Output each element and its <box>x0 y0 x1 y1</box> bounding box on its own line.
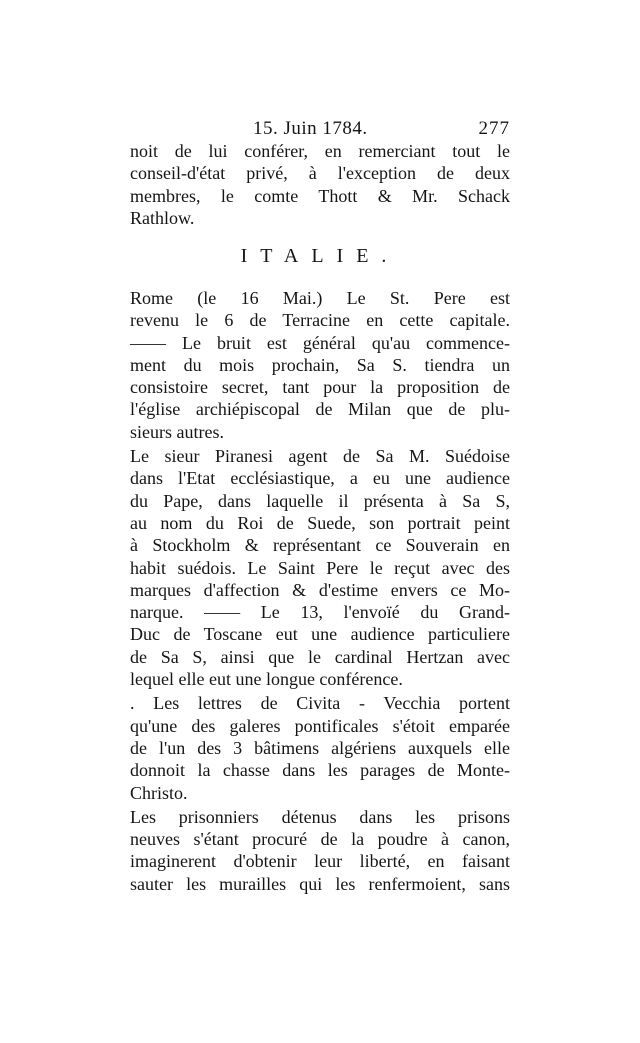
carryover-text <box>130 140 510 229</box>
text-line: lequel elle eut une longue conférence. <box>130 669 403 690</box>
text-line: donnoit la chasse dans les parages de Monte- <box>130 760 510 781</box>
text-line: membres, le comte Thott & Mr. Schack <box>130 185 510 206</box>
text-line: narque. —— Le 13, l'envoïé du Grand- <box>130 602 510 623</box>
text-line: dans l'Etat ecclésiastique, a eu une audience <box>130 468 510 489</box>
text-line: l'église archiépiscopal de Milan que de plu- <box>130 399 510 420</box>
text-line: habit suédois. Le Saint Pere le reçut avec des <box>130 557 510 578</box>
text-line: conseil-d'état privé, à l'exception de deux <box>130 163 510 184</box>
text-line: Les prisonniers détenus dans les prisons <box>130 806 510 827</box>
text-line: Rome (le 16 Mai.) Le St. Pere est <box>130 288 510 308</box>
text-line: neuves s'étant procuré de la poudre à canon, <box>130 829 510 850</box>
article-body <box>130 287 510 895</box>
text-line: noit de lui conférer, en remerciant tout le <box>130 141 510 161</box>
text-line: revenu le 6 de Terracine en cette capitale. <box>130 310 510 331</box>
text-line: ment du mois prochain, Sa S. tiendra un <box>130 354 510 375</box>
paragraph <box>130 445 510 690</box>
text-line: à Stockholm & représentant ce Souverain en <box>130 535 510 556</box>
text-line: marques d'affection & d'estime envers ce Mo- <box>130 579 510 600</box>
text-line: de l'un des 3 bâtimens algériens auxquels elle <box>130 737 510 758</box>
text-line: au nom du Roi de Suede, son portrait peint <box>130 512 510 533</box>
text-line: sauter les murailles qui les renfermoient, sans <box>130 873 510 894</box>
text-line: du Pape, dans laquelle il présenta à Sa S, <box>130 490 510 511</box>
text-line: Christo. <box>130 782 188 803</box>
paragraph <box>130 692 510 803</box>
text-line: —— Le bruit est général qu'au commence- <box>130 332 510 353</box>
text-line: consistoire secret, tant pour la proposition de <box>130 377 510 398</box>
text-line: Duc de Toscane eut une audience particuliere <box>130 624 510 645</box>
text-line: qu'une des galeres pontificales s'étoit emparée <box>130 715 510 736</box>
text-line: Rathlow. <box>130 207 195 228</box>
section-heading: ITALIE. <box>240 245 400 267</box>
page-number: 277 <box>478 118 510 139</box>
text-line: imaginerent d'obtenir leur liberté, en faisant <box>130 851 510 872</box>
paragraph <box>130 287 510 443</box>
header-date: 15. Juin 1784. <box>253 118 368 139</box>
text-line: sieurs autres. <box>130 421 224 442</box>
text-line: de Sa S, ainsi que le cardinal Hertzan avec <box>130 646 510 667</box>
text-line: . Les lettres de Civita - Vecchia portent <box>130 693 510 714</box>
paragraph <box>130 806 510 895</box>
text-line: Le sieur Piranesi agent de Sa M. Suédoise <box>130 446 510 467</box>
